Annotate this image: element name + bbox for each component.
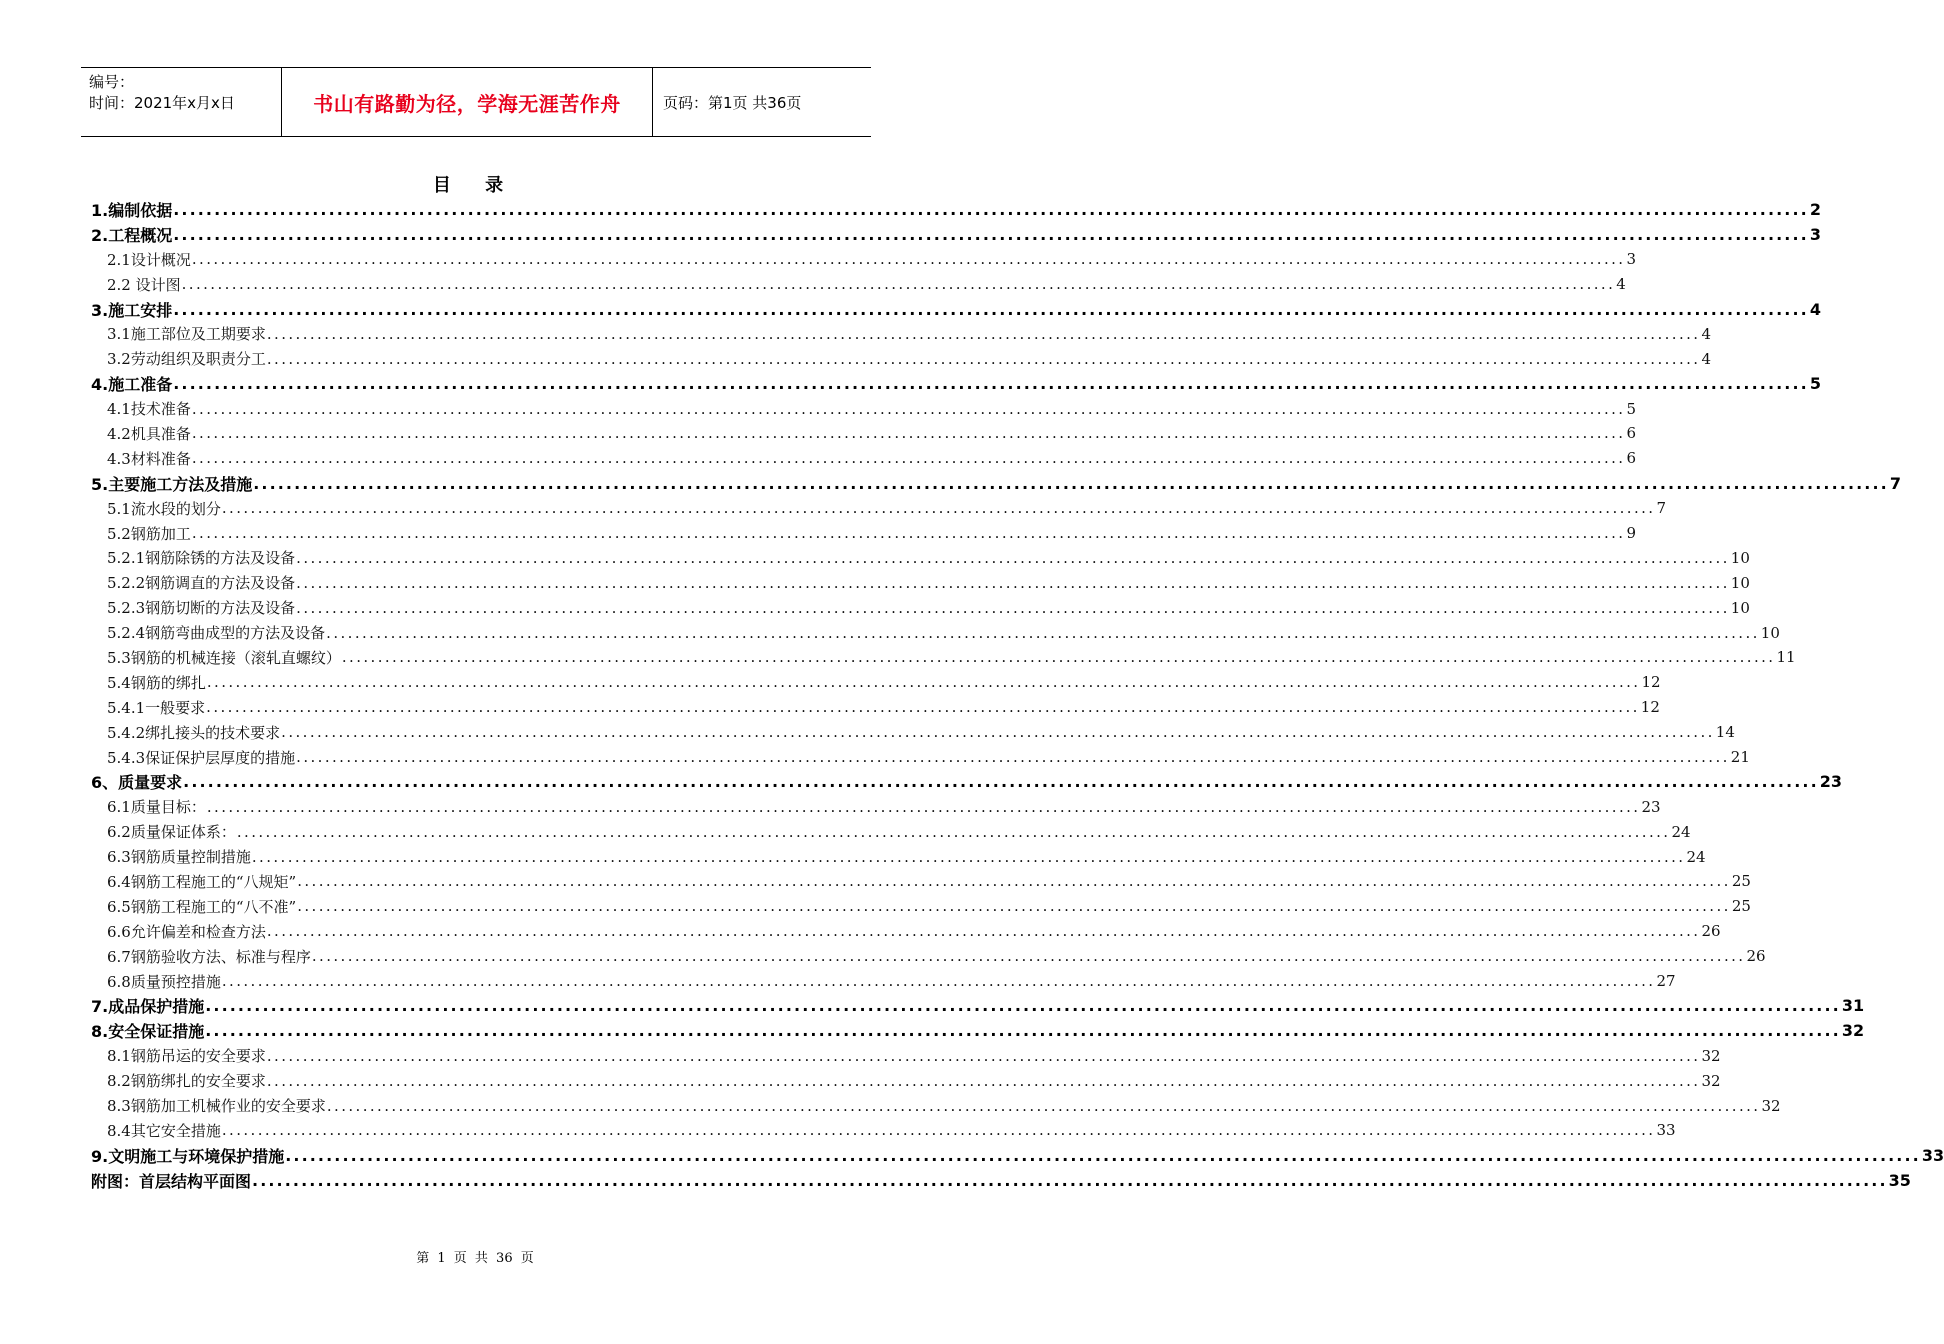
- toc-entry[interactable]: [91, 844, 1706, 869]
- toc-entry[interactable]: [91, 1068, 1721, 1093]
- toc-entry-title: 8.4其它安全措施: [107, 1121, 221, 1140]
- toc-entry[interactable]: [91, 222, 1821, 247]
- toc-leader-dots: ........................................................................................................................................................................................................: [266, 1071, 1701, 1090]
- toc-entry[interactable]: [91, 720, 1735, 745]
- toc-entry[interactable]: [91, 1018, 1865, 1043]
- toc-entry[interactable]: [91, 794, 1661, 819]
- toc-entry[interactable]: [91, 670, 1661, 695]
- toc-entry-title: 3.1施工部位及工期要求: [107, 325, 266, 344]
- toc-leader-dots: ........................................................................................................................................................................................................: [173, 374, 1809, 394]
- toc-entry-title: 6.6允许偏差和检查方法: [107, 922, 266, 941]
- toc-entry[interactable]: [91, 1118, 1676, 1143]
- toc-entry-title: 5.4.1一般要求: [107, 698, 206, 717]
- toc-entry-page: 7: [1656, 499, 1667, 518]
- toc-entry[interactable]: [91, 769, 1843, 794]
- toc-entry[interactable]: [91, 570, 1750, 595]
- toc-leader-dots: ........................................................................................................................................................................................................: [326, 623, 1760, 642]
- toc-leader-dots: ........................................................................................................................................................................................................: [191, 399, 1626, 418]
- toc-entry-title: 5.2.1钢筋除锈的方法及设备: [107, 549, 296, 568]
- toc-entry[interactable]: [91, 321, 1712, 346]
- toc-leader-dots: ........................................................................................................................................................................................................: [326, 1096, 1761, 1115]
- toc-entry-page: 35: [1888, 1170, 1911, 1190]
- toc-entry-title: 3.施工安排: [91, 300, 173, 320]
- toc-leader-dots: ........................................................................................................................................................................................................: [296, 598, 1730, 617]
- toc-leader-dots: ........................................................................................................................................................................................................: [173, 299, 1809, 319]
- toc-entry-page: 11: [1776, 648, 1796, 667]
- toc-entry-title: 4.1技术准备: [107, 400, 191, 419]
- toc-entry-title: 7.成品保护措施: [91, 997, 205, 1017]
- toc-leader-dots: ........................................................................................................................................................................................................: [205, 1021, 1841, 1041]
- toc-entry-title: 附图：首层结构平面图: [91, 1171, 252, 1191]
- toc-entry-page: 3: [1809, 224, 1821, 244]
- toc-entry-page: 10: [1730, 573, 1750, 592]
- toc-entry-page: 12: [1641, 673, 1661, 692]
- toc-entry-title: 6、质量要求: [91, 773, 183, 793]
- toc-entry-title: 5.3钢筋的机械连接（滚轧直螺纹）: [107, 648, 341, 667]
- toc-entry[interactable]: [91, 1168, 1911, 1193]
- toc-leader-dots: ........................................................................................................................................................................................................: [191, 524, 1626, 543]
- toc-entry[interactable]: [91, 620, 1780, 645]
- toc-entry-page: 25: [1731, 897, 1751, 916]
- toc-entry-title: 3.2劳动组织及职责分工: [107, 350, 266, 369]
- header-motto: 书山有路勤为径，学海无涯苦作舟: [281, 68, 653, 136]
- toc-entry-title: 2.1设计概况: [107, 250, 191, 269]
- toc-entry[interactable]: [91, 969, 1676, 994]
- toc-entry[interactable]: [91, 197, 1821, 222]
- toc-leader-dots: ........................................................................................................................................................................................................: [206, 673, 1641, 692]
- header-info: [81, 68, 281, 136]
- toc-leader-dots: ........................................................................................................................................................................................................: [266, 324, 1701, 343]
- toc-leader-dots: ........................................................................................................................................................................................................: [251, 847, 1686, 866]
- toc-entry[interactable]: [91, 869, 1751, 894]
- toc-entry[interactable]: [91, 471, 1901, 496]
- toc-entry[interactable]: [91, 1093, 1781, 1118]
- toc-entry[interactable]: [91, 1143, 1944, 1168]
- toc-entry-page: 10: [1730, 598, 1750, 617]
- toc-entry-page: 7: [1889, 473, 1901, 493]
- toc-entry-title: 1.编制依据: [91, 200, 173, 220]
- page-header: [81, 67, 871, 137]
- toc-leader-dots: ........................................................................................................................................................................................................: [183, 772, 1819, 792]
- toc-leader-dots: ........................................................................................................................................................................................................: [285, 1145, 1921, 1165]
- toc-leader-dots: ........................................................................................................................................................................................................: [297, 872, 1731, 891]
- toc-entry[interactable]: [91, 446, 1637, 471]
- toc-entry-title: 5.4.2绑扎接头的技术要求: [107, 723, 281, 742]
- toc-entry-page: 32: [1701, 1071, 1721, 1090]
- toc-entry[interactable]: [91, 919, 1721, 944]
- toc-entry[interactable]: [91, 346, 1712, 371]
- toc-leader-dots: ........................................................................................................................................................................................................: [221, 1121, 1656, 1140]
- toc-entry-page: 24: [1686, 847, 1706, 866]
- toc-leader-dots: ........................................................................................................................................................................................................: [236, 822, 1671, 841]
- toc-entry[interactable]: [91, 496, 1667, 521]
- toc-entry[interactable]: [91, 1043, 1721, 1068]
- toc-entry-title: 6.3钢筋质量控制措施: [107, 848, 251, 867]
- toc-leader-dots: ........................................................................................................................................................................................................: [266, 1046, 1701, 1065]
- toc-entry-title: 6.4钢筋工程施工的“八规矩”: [107, 872, 297, 891]
- toc-entry[interactable]: [91, 944, 1766, 969]
- toc-entry[interactable]: [91, 545, 1750, 570]
- toc-entry-title: 9.文明施工与环境保护措施: [91, 1146, 285, 1166]
- toc-entry-page: 27: [1656, 972, 1676, 991]
- toc-entry-title: 5.2.3钢筋切断的方法及设备: [107, 599, 296, 618]
- toc-entry-page: 24: [1671, 822, 1691, 841]
- toc-leader-dots: ........................................................................................................................................................................................................: [205, 996, 1841, 1016]
- toc-entry-page: 10: [1760, 623, 1780, 642]
- toc-entry-page: 32: [1761, 1096, 1781, 1115]
- toc-entry-title: 6.7钢筋验收方法、标准与程序: [107, 947, 311, 966]
- toc-entry[interactable]: [91, 745, 1750, 770]
- toc-leader-dots: ........................................................................................................................................................................................................: [173, 199, 1809, 219]
- toc-entry-title: 5.2.2钢筋调直的方法及设备: [107, 574, 296, 593]
- toc-entry-title: 4.2机具准备: [107, 424, 191, 443]
- toc-leader-dots: ........................................................................................................................................................................................................: [296, 573, 1730, 592]
- toc-leader-dots: ........................................................................................................................................................................................................: [206, 797, 1641, 816]
- toc-entry-page: 6: [1626, 424, 1637, 443]
- toc-entry-page: 26: [1701, 922, 1721, 941]
- toc-entry-title: 6.5钢筋工程施工的“八不准”: [107, 897, 297, 916]
- toc-leader-dots: ........................................................................................................................................................................................................: [341, 648, 1776, 667]
- document-number-label: 编号：: [89, 73, 135, 91]
- toc-leader-dots: ........................................................................................................................................................................................................: [266, 922, 1701, 941]
- toc-entry-page: 9: [1626, 524, 1637, 543]
- toc-entry-page: 5: [1626, 399, 1637, 418]
- toc-entry-title: 8.1钢筋吊运的安全要求: [107, 1047, 266, 1066]
- toc-leader-dots: ........................................................................................................................................................................................................: [253, 473, 1889, 493]
- toc-entry-page: 33: [1656, 1121, 1676, 1140]
- toc-entry[interactable]: [91, 819, 1691, 844]
- toc-entry[interactable]: [91, 595, 1750, 620]
- toc-entry[interactable]: [91, 371, 1821, 396]
- toc-leader-dots: ........................................................................................................................................................................................................: [266, 349, 1701, 368]
- toc-entry-title: 8.2钢筋绑扎的安全要求: [107, 1072, 266, 1091]
- toc-entry-title: 4.施工准备: [91, 375, 173, 395]
- toc-leader-dots: ........................................................................................................................................................................................................: [191, 424, 1626, 443]
- toc-leader-dots: ........................................................................................................................................................................................................: [252, 1170, 1888, 1190]
- toc-entry-page: 5: [1809, 374, 1821, 394]
- toc-entry-page: 10: [1730, 548, 1750, 567]
- toc-leader-dots: ........................................................................................................................................................................................................: [206, 698, 1640, 717]
- toc-entry[interactable]: [91, 247, 1637, 272]
- toc-entry-title: 5.2钢筋加工: [107, 524, 191, 543]
- toc-entry[interactable]: [91, 521, 1637, 546]
- toc-entry-page: 23: [1641, 797, 1661, 816]
- toc-leader-dots: ........................................................................................................................................................................................................: [297, 897, 1731, 916]
- toc-entry-title: 2.2 设计图: [107, 275, 181, 294]
- toc-entry-page: 4: [1809, 299, 1821, 319]
- toc-entry[interactable]: [91, 994, 1865, 1019]
- toc-entry-title: 8.3钢筋加工机械作业的安全要求: [107, 1097, 326, 1115]
- toc-entry[interactable]: [91, 272, 1626, 297]
- toc-leader-dots: ........................................................................................................................................................................................................: [311, 947, 1746, 966]
- toc-leader-dots: ........................................................................................................................................................................................................: [221, 499, 1656, 518]
- toc-leader-dots: ........................................................................................................................................................................................................: [173, 224, 1809, 244]
- toc-entry-title: 5.主要施工方法及措施: [91, 474, 253, 494]
- toc-entry-page: 31: [1841, 996, 1865, 1016]
- toc-entry-title: 5.2.4钢筋弯曲成型的方法及设备: [107, 624, 326, 643]
- toc-leader-dots: ........................................................................................................................................................................................................: [296, 548, 1730, 567]
- toc-title: 目 录: [432, 175, 518, 196]
- toc-entry-page: 23: [1819, 772, 1843, 792]
- toc-entry[interactable]: [91, 421, 1637, 446]
- toc-entry[interactable]: [91, 396, 1637, 421]
- toc-leader-dots: ........................................................................................................................................................................................................: [191, 250, 1626, 269]
- toc-leader-dots: ........................................................................................................................................................................................................: [296, 748, 1730, 767]
- toc-entry-title: 4.3材料准备: [107, 449, 191, 468]
- toc-entry-page: 21: [1730, 748, 1750, 767]
- toc-entry[interactable]: [91, 297, 1821, 322]
- toc-entry-title: 6.1质量目标：: [107, 798, 206, 817]
- toc-leader-dots: ........................................................................................................................................................................................................: [181, 275, 1616, 294]
- toc-entry-page: 12: [1640, 698, 1660, 717]
- toc-entry-page: 2: [1809, 199, 1821, 219]
- toc-entry-title: 5.4钢筋的绑扎: [107, 673, 206, 692]
- toc-entry-page: 14: [1715, 723, 1735, 742]
- toc-entry-title: 2.工程概况: [91, 225, 173, 245]
- toc-entry-page: 6: [1626, 449, 1637, 468]
- toc-leader-dots: ........................................................................................................................................................................................................: [191, 449, 1626, 468]
- toc-entry[interactable]: [91, 695, 1660, 720]
- toc-entry-title: 5.1流水段的划分: [107, 499, 221, 518]
- toc-entry[interactable]: [91, 645, 1796, 670]
- toc-leader-dots: ........................................................................................................................................................................................................: [281, 723, 1715, 742]
- toc-entry-title: 8.安全保证措施: [91, 1022, 205, 1042]
- table-of-contents: [91, 197, 1944, 1193]
- toc-leader-dots: ........................................................................................................................................................................................................: [221, 972, 1656, 991]
- document-date: 时间：2021年x月x日: [89, 94, 235, 112]
- toc-entry-page: 32: [1701, 1046, 1721, 1065]
- toc-entry-page: 4: [1616, 275, 1626, 294]
- toc-entry-title: 6.8质量预控措施: [107, 972, 221, 991]
- toc-entry-page: 32: [1841, 1021, 1865, 1041]
- header-page-count: 页码：第1页 共36页: [663, 93, 802, 112]
- toc-entry-page: 33: [1921, 1145, 1944, 1165]
- toc-entry-title: 6.2质量保证体系：: [107, 823, 236, 842]
- toc-entry-page: 4: [1701, 349, 1712, 368]
- toc-entry-title: 5.4.3保证保护层厚度的措施: [107, 748, 296, 767]
- toc-entry-page: 25: [1731, 872, 1751, 891]
- toc-entry[interactable]: [91, 894, 1751, 919]
- page-footer: 第 1 页 共 36 页: [416, 1251, 534, 1266]
- toc-entry-page: 26: [1746, 947, 1766, 966]
- toc-entry-page: 3: [1626, 250, 1637, 269]
- toc-entry-page: 4: [1701, 324, 1712, 343]
